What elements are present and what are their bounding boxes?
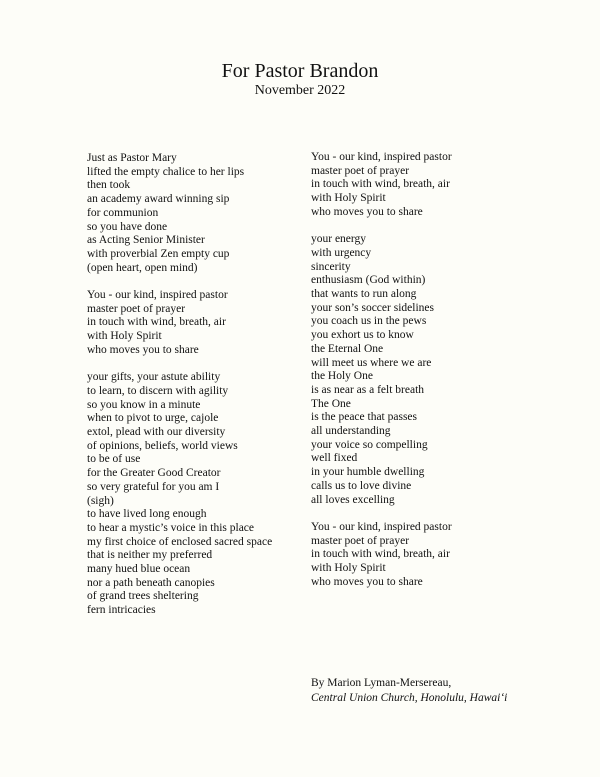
byline-author: By Marion Lyman-Mersereau, [311, 677, 452, 689]
poem-line: of opinions, beliefs, world views [87, 439, 238, 452]
poem-line: (open heart, open mind) [87, 261, 198, 274]
poem-line: You - our kind, inspired pastor [311, 151, 452, 163]
poem-line: all understanding [311, 425, 391, 438]
poem-line: Just as Pastor Mary [87, 152, 177, 164]
poem-line: many hued blue ocean [87, 563, 191, 576]
poem-line: who moves you to share [311, 575, 423, 588]
stanza [87, 152, 272, 275]
poem-line: in touch with wind, breath, air [311, 548, 450, 561]
stanza [87, 371, 272, 618]
stanza [311, 233, 452, 507]
poem-right-column [311, 151, 452, 589]
poem-line: nor a path beneath canopies [87, 576, 215, 589]
poem-date: November 2022 [254, 83, 346, 98]
poem-line: so you know in a minute [87, 398, 201, 411]
poem-line: with Holy Spirit [311, 562, 386, 575]
poem-line: sincerity [311, 260, 351, 273]
poem-line: master poet of prayer [87, 302, 186, 315]
poem-line: (sigh) [87, 494, 114, 507]
poem-line: enthusiasm (God within) [311, 274, 426, 287]
poem-line: fern intricacies [87, 604, 156, 617]
poem-line: You - our kind, inspired pastor [87, 289, 228, 302]
poem-line: well fixed [311, 452, 358, 465]
poem-line: to hear a mystic’s voice in this place [87, 521, 255, 534]
poem-line: your gifts, your astute ability [87, 371, 221, 384]
poem-line: lifted the empty chalice to her lips [87, 165, 245, 178]
poem-line: is the peace that passes [311, 411, 418, 424]
byline-affiliation: Central Union Church, Honolulu, Hawai‘i [311, 692, 508, 704]
stanza [311, 151, 452, 220]
stanza [87, 289, 272, 358]
poem-line: with proverbial Zen empty cup [87, 247, 230, 260]
poem-line: in your humble dwelling [311, 466, 425, 479]
poem-line: the Holy One [311, 370, 373, 383]
poem-line: extol, plead with our diversity [87, 426, 226, 439]
poem-left-column [87, 152, 272, 618]
poem-line: with Holy Spirit [311, 192, 386, 205]
poem-line: all loves excelling [311, 493, 395, 506]
poem-line: master poet of prayer [311, 534, 410, 547]
poem-line: The One [311, 397, 351, 410]
poem-line: to have lived long enough [87, 508, 207, 521]
poem-line: you exhort us to know [311, 329, 414, 342]
poem-line: of grand trees sheltering [87, 590, 199, 603]
poem-line: the Eternal One [311, 342, 384, 355]
poem-line: your voice so compelling [311, 438, 428, 451]
poem-line: who moves you to share [87, 343, 199, 356]
poem-line: your son’s soccer sidelines [311, 301, 434, 314]
poem-line: for the Greater Good Creator [87, 467, 221, 480]
poem-line: my first choice of enclosed sacred space [87, 535, 273, 548]
poem-line: in touch with wind, breath, air [311, 178, 450, 191]
poem-line: that wants to run along [311, 288, 417, 301]
stanza [311, 521, 452, 590]
poem-line: is as near as a felt breath [311, 383, 425, 396]
poem-line: calls us to love divine [311, 479, 412, 492]
poem-line: you coach us in the pews [311, 315, 427, 328]
poem-line: with urgency [311, 246, 372, 259]
poem-line: with Holy Spirit [87, 330, 162, 343]
poem-line: when to pivot to urge, cajole [87, 412, 219, 425]
poem-line: an academy award winning sip [87, 193, 230, 206]
poem-line: that is neither my preferred [87, 549, 213, 562]
poem-line: your energy [311, 233, 367, 246]
poem-line: who moves you to share [311, 205, 423, 218]
poem-line: then took [87, 179, 131, 192]
poem-line: will meet us where we are [311, 356, 432, 369]
poem-title: For Pastor Brandon [221, 60, 379, 82]
byline [311, 676, 507, 706]
poem-line: so you have done [87, 220, 168, 233]
poem-line: You - our kind, inspired pastor [311, 520, 452, 533]
poem-line: so very grateful for you am I [87, 480, 220, 493]
poem-line: as Acting Senior Minister [87, 234, 205, 247]
poem-line: in touch with wind, breath, air [87, 316, 226, 329]
poem-line: for communion [87, 206, 159, 219]
poem-line: master poet of prayer [311, 164, 410, 177]
poem-line: to learn, to discern with agility [87, 384, 229, 397]
poem-line: to be of use [87, 453, 141, 466]
